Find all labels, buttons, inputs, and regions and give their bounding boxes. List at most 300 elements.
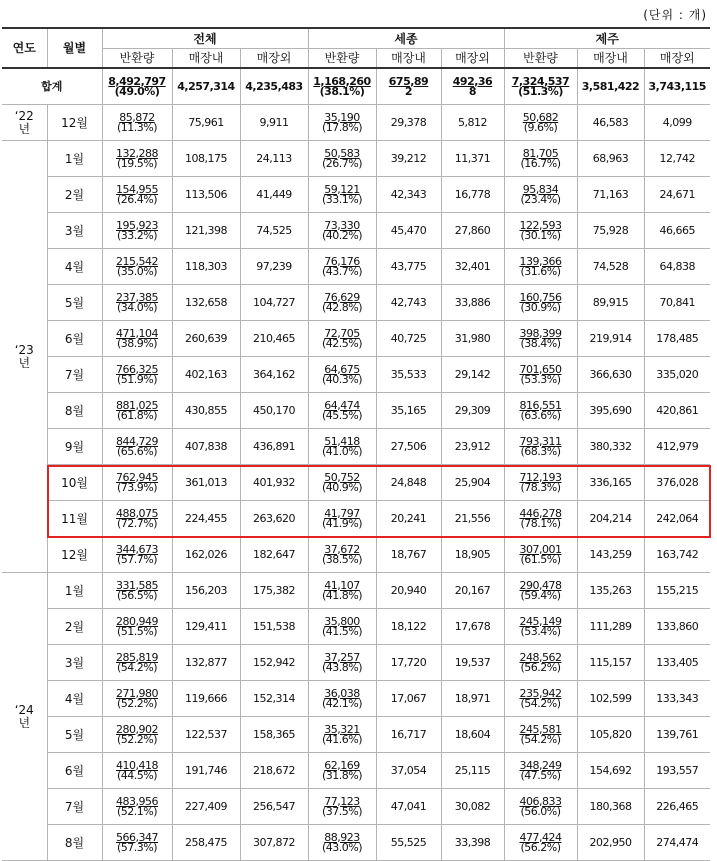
cell-jeju-in-store	[577, 285, 644, 321]
cell-value: 285,819	[116, 650, 158, 664]
cell-value: 18,767	[390, 547, 427, 561]
cell-value: 50,682	[522, 110, 559, 124]
cell-value: 248,562	[519, 650, 562, 664]
cell-value: 24,671	[659, 187, 695, 201]
month-cell: 12월	[47, 537, 102, 573]
table-row	[2, 249, 710, 285]
cell-total-out-store	[240, 717, 308, 753]
cell-sejong-out-store	[441, 213, 504, 249]
header-out-store: 매장외	[441, 49, 504, 69]
cell-sejong-return	[308, 141, 376, 177]
cell-ratio: (38.9%)	[116, 336, 158, 350]
cell-total-in-store	[172, 141, 240, 177]
cell-ratio: (53.4%)	[520, 624, 561, 638]
cell-value: 17,067	[390, 691, 427, 705]
header-out-store: 매장외	[240, 49, 308, 69]
cell-value: 64,838	[659, 259, 695, 273]
cell-value: 271,980	[116, 686, 158, 700]
cell-value: 11,371	[454, 151, 491, 165]
cell-value: 471,104	[116, 326, 158, 340]
cell-value: 274,474	[656, 835, 699, 849]
cell-total-in-store	[172, 68, 240, 105]
cell-value: 37,257	[324, 650, 360, 664]
cell-value: 35,533	[390, 367, 427, 381]
cell-ratio: (23.4%)	[520, 192, 561, 206]
month-cell: 8월	[47, 825, 102, 861]
cell-jeju-out-store	[644, 537, 710, 573]
cell-jeju-return	[504, 537, 577, 573]
cell-value: 160,756	[519, 290, 562, 304]
cell-value: 4,099	[662, 115, 692, 129]
cell-value: 242,064	[656, 511, 699, 525]
month-cell: 4월	[47, 249, 102, 285]
cell-jeju-in-store	[577, 825, 644, 861]
cell-jeju-in-store	[577, 429, 644, 465]
cell-total-in-store	[172, 105, 240, 141]
table-row	[2, 393, 710, 429]
cell-ratio: (31.6%)	[520, 264, 561, 278]
cell-ratio: (63.6%)	[520, 408, 561, 422]
cell-jeju-in-store	[577, 321, 644, 357]
month-cell: 9월	[47, 429, 102, 465]
cell-sejong-return	[308, 105, 376, 141]
cell-total-return	[102, 465, 172, 501]
cell-value: 139,366	[519, 254, 562, 268]
cell-ratio: (41.8%)	[321, 588, 363, 602]
cell-value: 280,949	[116, 614, 158, 628]
cell-sejong-out-store	[441, 105, 504, 141]
cell-total-return	[102, 573, 172, 609]
cell-value: 675,89	[388, 74, 429, 88]
cell-sejong-return	[308, 573, 376, 609]
cell-sejong-in-store	[376, 141, 441, 177]
cell-total-return	[102, 753, 172, 789]
cell-total-in-store	[172, 249, 240, 285]
cell-jeju-out-store	[644, 429, 710, 465]
cell-ratio: (51.9%)	[116, 372, 158, 386]
cell-value: 25,115	[454, 763, 491, 777]
cell-total-return	[102, 609, 172, 645]
cell-sejong-out-store	[441, 393, 504, 429]
cell-value: 348,249	[519, 758, 562, 772]
month-cell: 5월	[47, 285, 102, 321]
cell-sejong-out-store	[441, 285, 504, 321]
cell-sejong-out-store	[441, 321, 504, 357]
cell-value: 881,025	[116, 398, 158, 412]
cell-value: 75,961	[188, 115, 224, 129]
cell-value: 450,170	[253, 403, 295, 417]
table-row	[2, 213, 710, 249]
cell-value: 182,647	[253, 547, 295, 561]
cell-sejong-return	[308, 717, 376, 753]
cell-total-return	[102, 825, 172, 861]
cell-value: 119,666	[185, 691, 227, 705]
cell-total-return	[102, 285, 172, 321]
cell-sejong-return	[308, 213, 376, 249]
cell-total-return	[102, 645, 172, 681]
table-row	[2, 501, 710, 537]
cell-total-out-store	[240, 537, 308, 573]
cell-value: 290,478	[519, 578, 562, 592]
cell-value: 307,001	[519, 542, 562, 556]
header-group-sejong: 세종	[308, 28, 504, 49]
cell-total-in-store	[172, 501, 240, 537]
cell-value: 21,556	[454, 511, 491, 525]
cell-jeju-in-store	[577, 213, 644, 249]
cell-value: 245,149	[519, 614, 562, 628]
cell-total-return	[102, 177, 172, 213]
cell-value: 366,630	[589, 367, 632, 381]
header-month: 월별	[47, 28, 102, 68]
cell-ratio: (52.2%)	[116, 732, 158, 746]
cell-value: 16,717	[390, 727, 427, 741]
cell-value: 33,398	[454, 835, 491, 849]
cell-sejong-return	[308, 465, 376, 501]
cell-total-return	[102, 429, 172, 465]
cell-ratio: (33.2%)	[116, 228, 158, 242]
cell-jeju-in-store	[577, 465, 644, 501]
cell-value: 175,382	[253, 583, 295, 597]
cell-total-return	[102, 141, 172, 177]
cell-jeju-out-store	[644, 249, 710, 285]
table-row	[2, 429, 710, 465]
cell-sejong-in-store	[376, 609, 441, 645]
cell-value: 41,107	[324, 578, 360, 592]
cell-ratio: (54.2%)	[116, 660, 158, 674]
cell-ratio: (43.0%)	[321, 840, 363, 854]
cell-total-return	[102, 537, 172, 573]
cell-ratio: (11.3%)	[116, 120, 158, 134]
cell-value: 74,525	[256, 223, 292, 237]
cell-ratio: (26.7%)	[321, 156, 363, 170]
cell-value: 41,449	[256, 187, 292, 201]
cell-value: 42,743	[390, 295, 427, 309]
cell-ratio: (61.5%)	[520, 552, 561, 566]
cell-value: 64,474	[324, 398, 360, 412]
cell-jeju-in-store	[577, 717, 644, 753]
cell-value: 71,163	[592, 187, 629, 201]
cell-total-out-store	[240, 285, 308, 321]
cell-value: 18,971	[454, 691, 491, 705]
cell-value: 122,537	[185, 727, 227, 741]
cell-value: 19,537	[454, 655, 491, 669]
cell-sejong-in-store	[376, 321, 441, 357]
cell-ratio: (56.0%)	[520, 804, 561, 818]
cell-jeju-return	[504, 753, 577, 789]
cell-value: 18,905	[454, 547, 491, 561]
cell-jeju-out-store	[644, 177, 710, 213]
cell-ratio: (52.1%)	[116, 804, 158, 818]
cell-jeju-out-store	[644, 789, 710, 825]
cell-ratio: (49.0%)	[114, 84, 160, 98]
cell-sejong-in-store	[376, 753, 441, 789]
cell-value: 3,743,115	[648, 79, 706, 93]
month-cell: 4월	[47, 681, 102, 717]
cell-value: 46,583	[592, 115, 629, 129]
cell-value: 152,942	[253, 655, 295, 669]
cell-value: 258,475	[185, 835, 227, 849]
cell-jeju-in-store	[577, 609, 644, 645]
header-group-total: 전체	[102, 28, 308, 49]
cell-jeju-out-store	[644, 465, 710, 501]
cell-value: 42,343	[390, 187, 427, 201]
cell-sejong-out-store	[441, 249, 504, 285]
cell-ratio: (78.1%)	[520, 516, 561, 530]
cell-value: 17,720	[390, 655, 427, 669]
cell-total-in-store	[172, 789, 240, 825]
cell-sejong-in-store	[376, 68, 441, 105]
cell-value: 344,673	[116, 542, 158, 556]
month-cell: 3월	[47, 645, 102, 681]
cell-ratio: (56.2%)	[520, 660, 561, 674]
cell-jeju-in-store	[577, 141, 644, 177]
cell-ratio: (54.2%)	[520, 696, 561, 710]
cell-total-in-store	[172, 717, 240, 753]
cell-ratio: (43.7%)	[321, 264, 363, 278]
cell-value: 32,401	[454, 259, 491, 273]
cell-total-in-store	[172, 429, 240, 465]
cell-total-out-store	[240, 141, 308, 177]
total-label: 합계	[2, 68, 102, 105]
cell-value: 193,557	[656, 763, 699, 777]
cell-ratio: (37.5%)	[321, 804, 363, 818]
cell-value: 104,727	[253, 295, 295, 309]
year-cell: ‘23 년	[2, 141, 47, 573]
table-row	[2, 105, 710, 141]
cell-total-return	[102, 68, 172, 105]
cell-ratio: (44.5%)	[116, 768, 158, 782]
cell-ratio: (40.2%)	[321, 228, 363, 242]
cell-sejong-in-store	[376, 105, 441, 141]
cell-sejong-out-store	[441, 68, 504, 105]
month-cell: 1월	[47, 141, 102, 177]
cell-value: 406,833	[519, 794, 562, 808]
cell-value: 202,950	[589, 835, 632, 849]
cell-value: 420,861	[656, 403, 699, 417]
table-row	[2, 789, 710, 825]
table-row	[2, 357, 710, 393]
cell-jeju-out-store	[644, 825, 710, 861]
cell-value: 7,324,537	[511, 74, 570, 88]
cell-jeju-return	[504, 825, 577, 861]
cell-sejong-out-store	[441, 537, 504, 573]
table-row	[2, 321, 710, 357]
cell-jeju-in-store	[577, 753, 644, 789]
cell-ratio: (73.9%)	[116, 480, 158, 494]
cell-value: 89,915	[592, 295, 629, 309]
cell-ratio: (19.5%)	[116, 156, 158, 170]
cell-value: 50,583	[324, 146, 360, 160]
cell-value: 245,581	[519, 722, 562, 736]
cell-value: 23,912	[454, 439, 491, 453]
cell-total-in-store	[172, 465, 240, 501]
cell-sejong-out-store	[441, 501, 504, 537]
cell-value: 331,585	[116, 578, 158, 592]
cell-jeju-out-store	[644, 393, 710, 429]
cell-value: 280,902	[116, 722, 158, 736]
cell-jeju-out-store	[644, 321, 710, 357]
cell-sejong-in-store	[376, 393, 441, 429]
cell-value: 4,257,314	[177, 79, 235, 93]
cell-total-out-store	[240, 213, 308, 249]
cell-ratio: 2	[404, 84, 413, 98]
cell-value: 129,411	[185, 619, 227, 633]
cell-total-out-store	[240, 753, 308, 789]
cell-value: 24,113	[256, 151, 292, 165]
cell-sejong-return	[308, 537, 376, 573]
cell-value: 178,485	[656, 331, 699, 345]
cell-sejong-return	[308, 789, 376, 825]
cell-jeju-return	[504, 321, 577, 357]
cell-jeju-out-store	[644, 357, 710, 393]
cell-value: 488,075	[116, 506, 158, 520]
cell-total-in-store	[172, 321, 240, 357]
cell-total-in-store	[172, 645, 240, 681]
cell-total-out-store	[240, 321, 308, 357]
cell-sejong-out-store	[441, 753, 504, 789]
cell-ratio: (41.9%)	[321, 516, 363, 530]
cell-sejong-return	[308, 357, 376, 393]
cell-sejong-in-store	[376, 285, 441, 321]
cell-jeju-in-store	[577, 357, 644, 393]
cell-value: 376,028	[656, 475, 699, 489]
cell-value: 9,911	[259, 115, 289, 129]
month-cell: 11월	[47, 501, 102, 537]
cell-value: 4,235,483	[245, 79, 303, 93]
cell-value: 20,167	[454, 583, 491, 597]
cell-value: 133,860	[656, 619, 699, 633]
cell-value: 361,013	[185, 475, 227, 489]
table-row	[2, 573, 710, 609]
cell-ratio: (41.0%)	[321, 444, 363, 458]
month-cell: 12월	[47, 105, 102, 141]
cell-value: 263,620	[253, 511, 295, 525]
cell-value: 155,215	[656, 583, 699, 597]
month-cell: 2월	[47, 609, 102, 645]
cell-jeju-return	[504, 249, 577, 285]
cell-total-return	[102, 717, 172, 753]
cell-jeju-out-store	[644, 141, 710, 177]
cell-ratio: (38.4%)	[520, 336, 561, 350]
cell-value: 51,418	[324, 434, 360, 448]
cell-value: 191,746	[185, 763, 227, 777]
cell-value: 73,330	[324, 218, 360, 232]
cell-value: 97,239	[256, 259, 292, 273]
cell-value: 133,343	[656, 691, 699, 705]
cell-total-return	[102, 105, 172, 141]
cell-sejong-in-store	[376, 789, 441, 825]
cell-value: 436,891	[253, 439, 295, 453]
month-cell: 10월	[47, 465, 102, 501]
cell-total-in-store	[172, 393, 240, 429]
cell-total-out-store	[240, 177, 308, 213]
cell-ratio: (78.3%)	[520, 480, 561, 494]
cell-value: 210,465	[253, 331, 295, 345]
cell-sejong-in-store	[376, 573, 441, 609]
cell-value: 766,325	[116, 362, 158, 376]
cell-value: 18,122	[390, 619, 427, 633]
cell-value: 16,778	[454, 187, 491, 201]
cell-value: 712,193	[519, 470, 562, 484]
cell-total-out-store	[240, 393, 308, 429]
cell-value: 122,593	[519, 218, 562, 232]
header-return: 반환량	[308, 49, 376, 69]
cell-value: 151,538	[253, 619, 295, 633]
cell-total-return	[102, 501, 172, 537]
cell-total-out-store	[240, 681, 308, 717]
cell-sejong-return	[308, 681, 376, 717]
cell-value: 446,278	[519, 506, 562, 520]
cell-ratio: (51.5%)	[116, 624, 158, 638]
cell-total-return	[102, 681, 172, 717]
cell-value: 37,054	[390, 763, 427, 777]
table-row	[2, 717, 710, 753]
cell-ratio: (52.2%)	[116, 696, 158, 710]
cell-value: 68,963	[592, 151, 629, 165]
cell-total-out-store	[240, 573, 308, 609]
cell-ratio: (38.5%)	[321, 552, 363, 566]
cell-sejong-out-store	[441, 429, 504, 465]
month-cell: 6월	[47, 321, 102, 357]
cell-value: 59,121	[324, 182, 360, 196]
cell-value: 30,082	[454, 799, 491, 813]
cell-jeju-out-store	[644, 105, 710, 141]
cell-ratio: (51.3%)	[518, 84, 563, 98]
cell-value: 154,692	[589, 763, 632, 777]
header-return: 반환량	[504, 49, 577, 69]
cell-value: 156,203	[185, 583, 227, 597]
total-row	[2, 68, 710, 105]
cell-value: 793,311	[519, 434, 562, 448]
cell-ratio: (33.1%)	[321, 192, 363, 206]
cell-value: 20,940	[390, 583, 427, 597]
cell-value: 162,026	[185, 547, 227, 561]
header-group-jeju: 제주	[504, 28, 710, 49]
cell-value: 72,705	[324, 326, 360, 340]
cell-jeju-out-store	[644, 609, 710, 645]
cell-value: 364,162	[253, 367, 295, 381]
month-cell: 8월	[47, 393, 102, 429]
cell-ratio: (57.7%)	[116, 552, 158, 566]
cell-value: 45,470	[390, 223, 427, 237]
cell-jeju-out-store	[644, 753, 710, 789]
cell-sejong-in-store	[376, 681, 441, 717]
cell-value: 64,675	[324, 362, 360, 376]
year-cell: ‘24 년	[2, 573, 47, 861]
cell-total-in-store	[172, 573, 240, 609]
cell-value: 135,263	[589, 583, 632, 597]
cell-sejong-return	[308, 429, 376, 465]
cell-ratio: (53.3%)	[520, 372, 561, 386]
cell-ratio: (59.4%)	[520, 588, 561, 602]
header-in-store: 매장내	[172, 49, 240, 69]
cell-value: 62,169	[324, 758, 360, 772]
cell-jeju-in-store	[577, 105, 644, 141]
cell-total-in-store	[172, 537, 240, 573]
cell-value: 37,672	[324, 542, 360, 556]
cell-value: 336,165	[589, 475, 632, 489]
cell-sejong-in-store	[376, 249, 441, 285]
month-cell: 1월	[47, 573, 102, 609]
cell-value: 36,038	[324, 686, 360, 700]
cell-ratio: (35.0%)	[116, 264, 158, 278]
cell-value: 70,841	[659, 295, 695, 309]
cell-jeju-return	[504, 105, 577, 141]
cell-value: 218,672	[253, 763, 295, 777]
cell-ratio: (41.6%)	[321, 732, 363, 746]
cell-value: 407,838	[185, 439, 227, 453]
cell-sejong-out-store	[441, 825, 504, 861]
